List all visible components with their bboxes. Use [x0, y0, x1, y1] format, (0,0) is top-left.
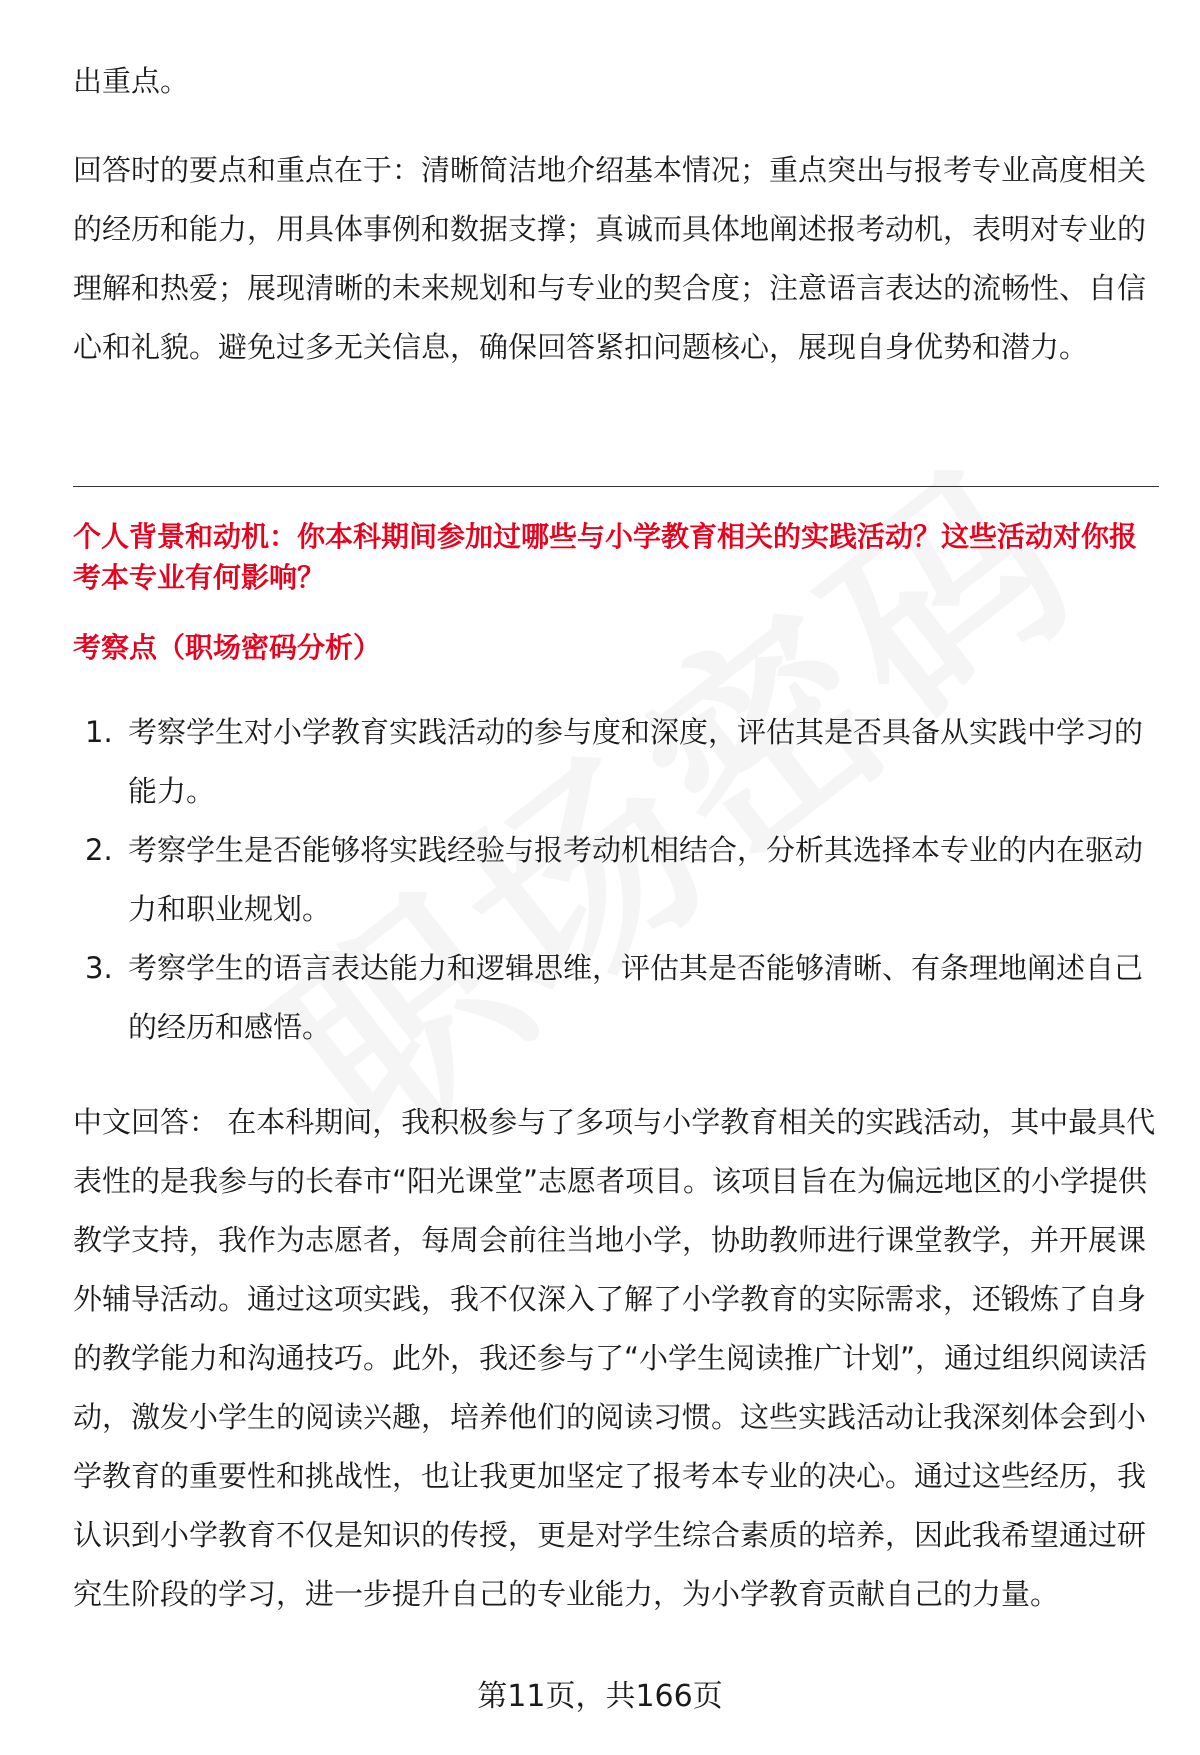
key-points-paragraph: 回答时的要点和重点在于：清晰简洁地介绍基本情况；重点突出与报考专业高度相关的经历和能力，用具体事例和数据支撑；真诚而具体地阐述报考动机，表明对专业的理解和热爱；展现清晰的未来规划和与专业的契合度；注意语言表达的流畅性、自信心和礼貌。避免过多无关信息，确保回答紧扣问题核心，展现自身优势和潜力。 [73, 153, 1147, 364]
previous-paragraph-tail: 出重点。 [73, 64, 190, 98]
list-item-number: 3. [85, 951, 113, 985]
list-item [73, 703, 1159, 821]
page-number-footer: 第11页，共166页 [477, 1679, 723, 1714]
list-item-number: 2. [85, 833, 113, 867]
section-divider [73, 486, 1159, 487]
list-item-text: 考察学生对小学教育实践活动的参与度和深度，评估其是否具备从实践中学习的能力。 [128, 715, 1144, 808]
list-item [73, 821, 1159, 939]
interview-question: 个人背景和动机：你本科期间参加过哪些与小学教育相关的实践活动？这些活动对你报考本专业有何影响？ [73, 520, 1138, 594]
list-item [73, 939, 1159, 1057]
chinese-answer-paragraph: 中文回答： 在本科期间，我积极参与了多项与小学教育相关的实践活动，其中最具代表性的是我参与的长春市“阳光课堂”志愿者项目。该项目旨在为偏远地区的小学提供教学支持，我作为志愿者，每周会前往当地小学，协助教师进行课堂教学，并开展课外辅导活动。通过这项实践，我不仅深入了解了小学教育的实际需求，还锻炼了自身的教学能力和沟通技巧。此外，我还参与了“小学生阅读推广计划”，通过组织阅读活动，激发小学生的阅读兴趣，培养他们的阅读习惯。这些实践活动让我深刻体会到小学教育的重要性和挑战性，也让我更加坚定了报考本专业的决心。通过这些经历，我认识到小学教育不仅是知识的传授，更是对学生综合素质的培养，因此我希望通过研究生阶段的学习，进一步提升自己的专业能力，为小学教育贡献自己的力量。 [73, 1105, 1156, 1611]
assessment-points-list [73, 703, 1159, 1057]
list-item-number: 1. [85, 715, 113, 749]
list-item-text: 考察学生是否能够将实践经验与报考动机相结合，分析其选择本专业的内在驱动力和职业规划。 [128, 833, 1144, 926]
assessment-points-heading: 考察点（职场密码分析） [73, 631, 382, 664]
list-item-text: 考察学生的语言表达能力和逻辑思维，评估其是否能够清晰、有条理地阐述自己的经历和感悟。 [128, 951, 1144, 1044]
